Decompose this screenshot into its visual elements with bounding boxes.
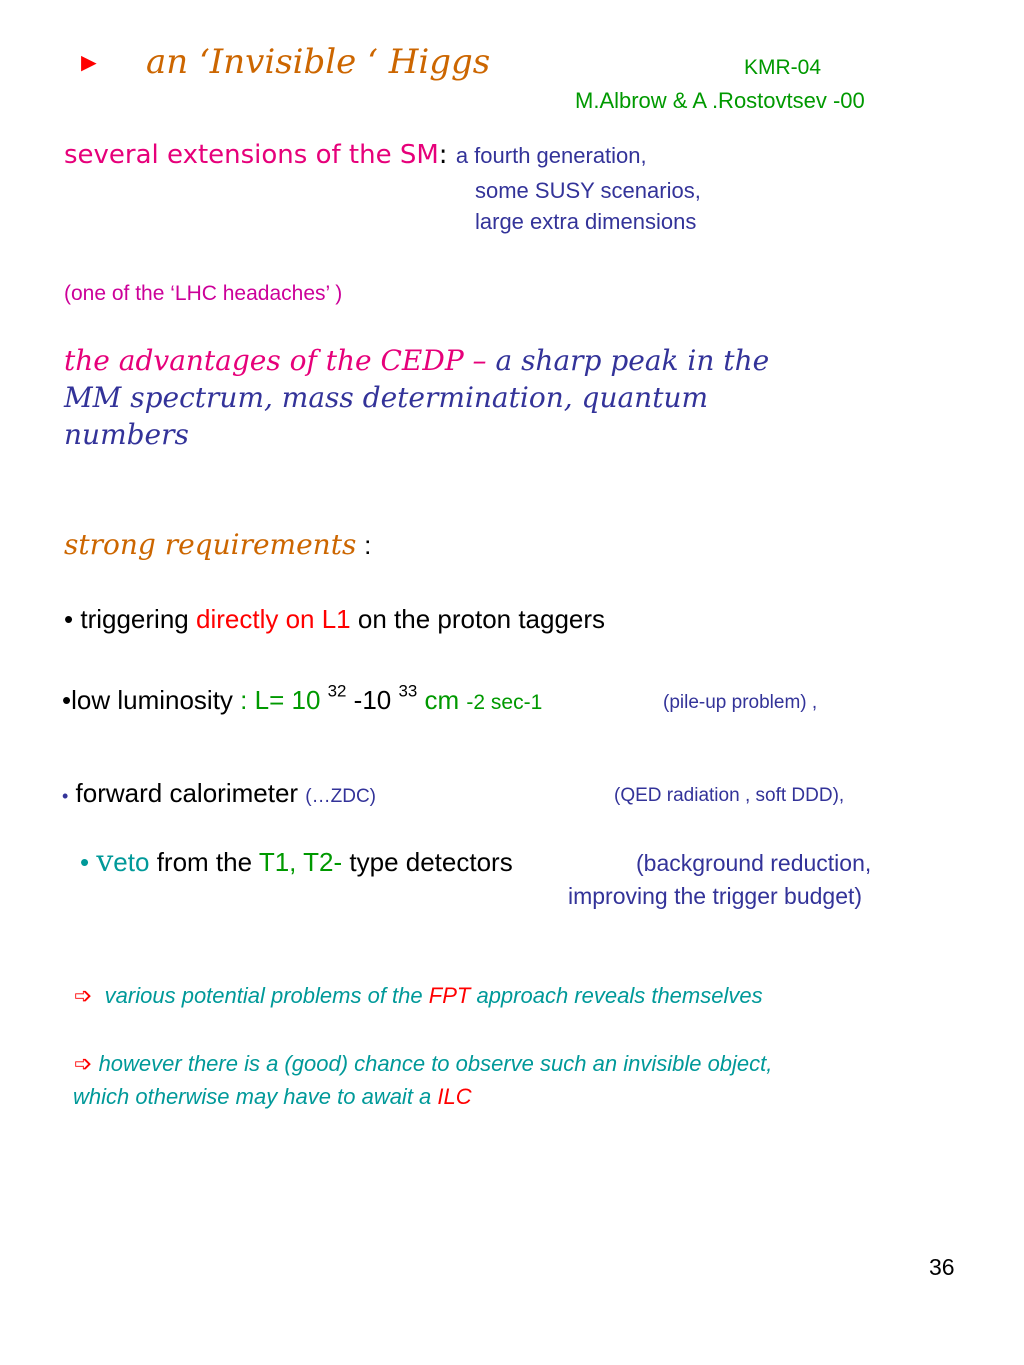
arrow-icon: ➩ (74, 1051, 93, 1076)
pile-up-note: (pile-up problem) , (663, 692, 818, 713)
luminosity-exponent-1: 32 (327, 681, 347, 701)
veto-v: v (96, 844, 114, 879)
conclusion-1-fpt: FPT (428, 983, 471, 1008)
extension-item: a fourth generation, (455, 143, 647, 168)
veto-detectors: T1, T2- (258, 847, 343, 877)
conclusion-2-ilc: ILC (437, 1084, 472, 1109)
extensions-line (64, 140, 647, 170)
extensions-label: several extensions of the SM (64, 140, 439, 170)
veto-note-2: improving the trigger budget) (568, 883, 863, 909)
luminosity-formula: : L= 10 (240, 685, 321, 715)
requirements-heading (64, 528, 371, 561)
advantages-line-3: numbers (64, 418, 189, 451)
luminosity-label: low luminosity (71, 685, 233, 715)
veto-note-1: (background reduction, (636, 850, 872, 876)
veto-rest: type detectors (349, 847, 513, 877)
conclusion-2-text: however there is a (good) chance to observe such an invisible object, (98, 1051, 773, 1076)
calorimeter-label: forward calorimeter (75, 778, 299, 808)
triggering-text: triggering (80, 604, 189, 634)
lhc-headaches-note: (one of the ‘LHC headaches’ ) (64, 282, 343, 305)
conclusion-1-text: various potential problems of the (104, 983, 423, 1008)
bullet: • (62, 786, 69, 806)
triggering-item (64, 604, 605, 635)
conclusion-2-line-1 (74, 1051, 772, 1077)
veto-text: from the (156, 847, 253, 877)
luminosity-range: -10 (353, 685, 392, 715)
advantages-lead: the advantages of the CEDP – (64, 344, 487, 377)
luminosity-unit-power: -2 sec-1 (466, 691, 543, 714)
conclusion-1 (74, 983, 763, 1009)
extension-item: large extra dimensions (475, 209, 697, 234)
reference-albrow: M.Albrow & A .Rostovtsev -00 (575, 88, 865, 113)
conclusion-2-text-2: which otherwise may have to await a (73, 1084, 432, 1109)
arrow-icon: ➩ (74, 983, 93, 1008)
page-number: 36 (929, 1254, 955, 1280)
advantages-line-2: MM spectrum, mass determination, quantum (64, 381, 709, 414)
conclusion-1-rest: approach reveals themselves (476, 983, 763, 1008)
reference-kmr: KMR-04 (744, 56, 822, 79)
triggering-rest: on the proton taggers (357, 604, 606, 634)
title-bullet: ► (76, 47, 102, 77)
calorimeter-note: (QED radiation , soft DDD), (614, 785, 845, 806)
slide-title: an ‘Invisible ‘ Higgs (146, 42, 491, 82)
calorimeter-item (62, 778, 376, 809)
requirements-label: strong requirements (64, 528, 357, 561)
veto-label: eto (113, 847, 150, 877)
requirements-colon: : (364, 530, 372, 560)
bullet: • (62, 685, 72, 715)
extension-item: some SUSY scenarios, (475, 178, 701, 203)
luminosity-exponent-2: 33 (398, 681, 418, 701)
luminosity-item (62, 681, 543, 716)
conclusion-2-line-2 (73, 1084, 472, 1110)
extensions-colon: : (438, 140, 448, 170)
veto-item (80, 844, 513, 879)
advantages-line-1 (64, 344, 769, 377)
bullet: • (80, 847, 90, 877)
advantages-text: a sharp peak in the (495, 344, 770, 377)
triggering-highlight: directly on L1 (195, 604, 351, 634)
bullet: • (64, 604, 74, 634)
calorimeter-zdc: (…ZDC) (305, 786, 376, 807)
luminosity-unit: cm (424, 685, 460, 715)
